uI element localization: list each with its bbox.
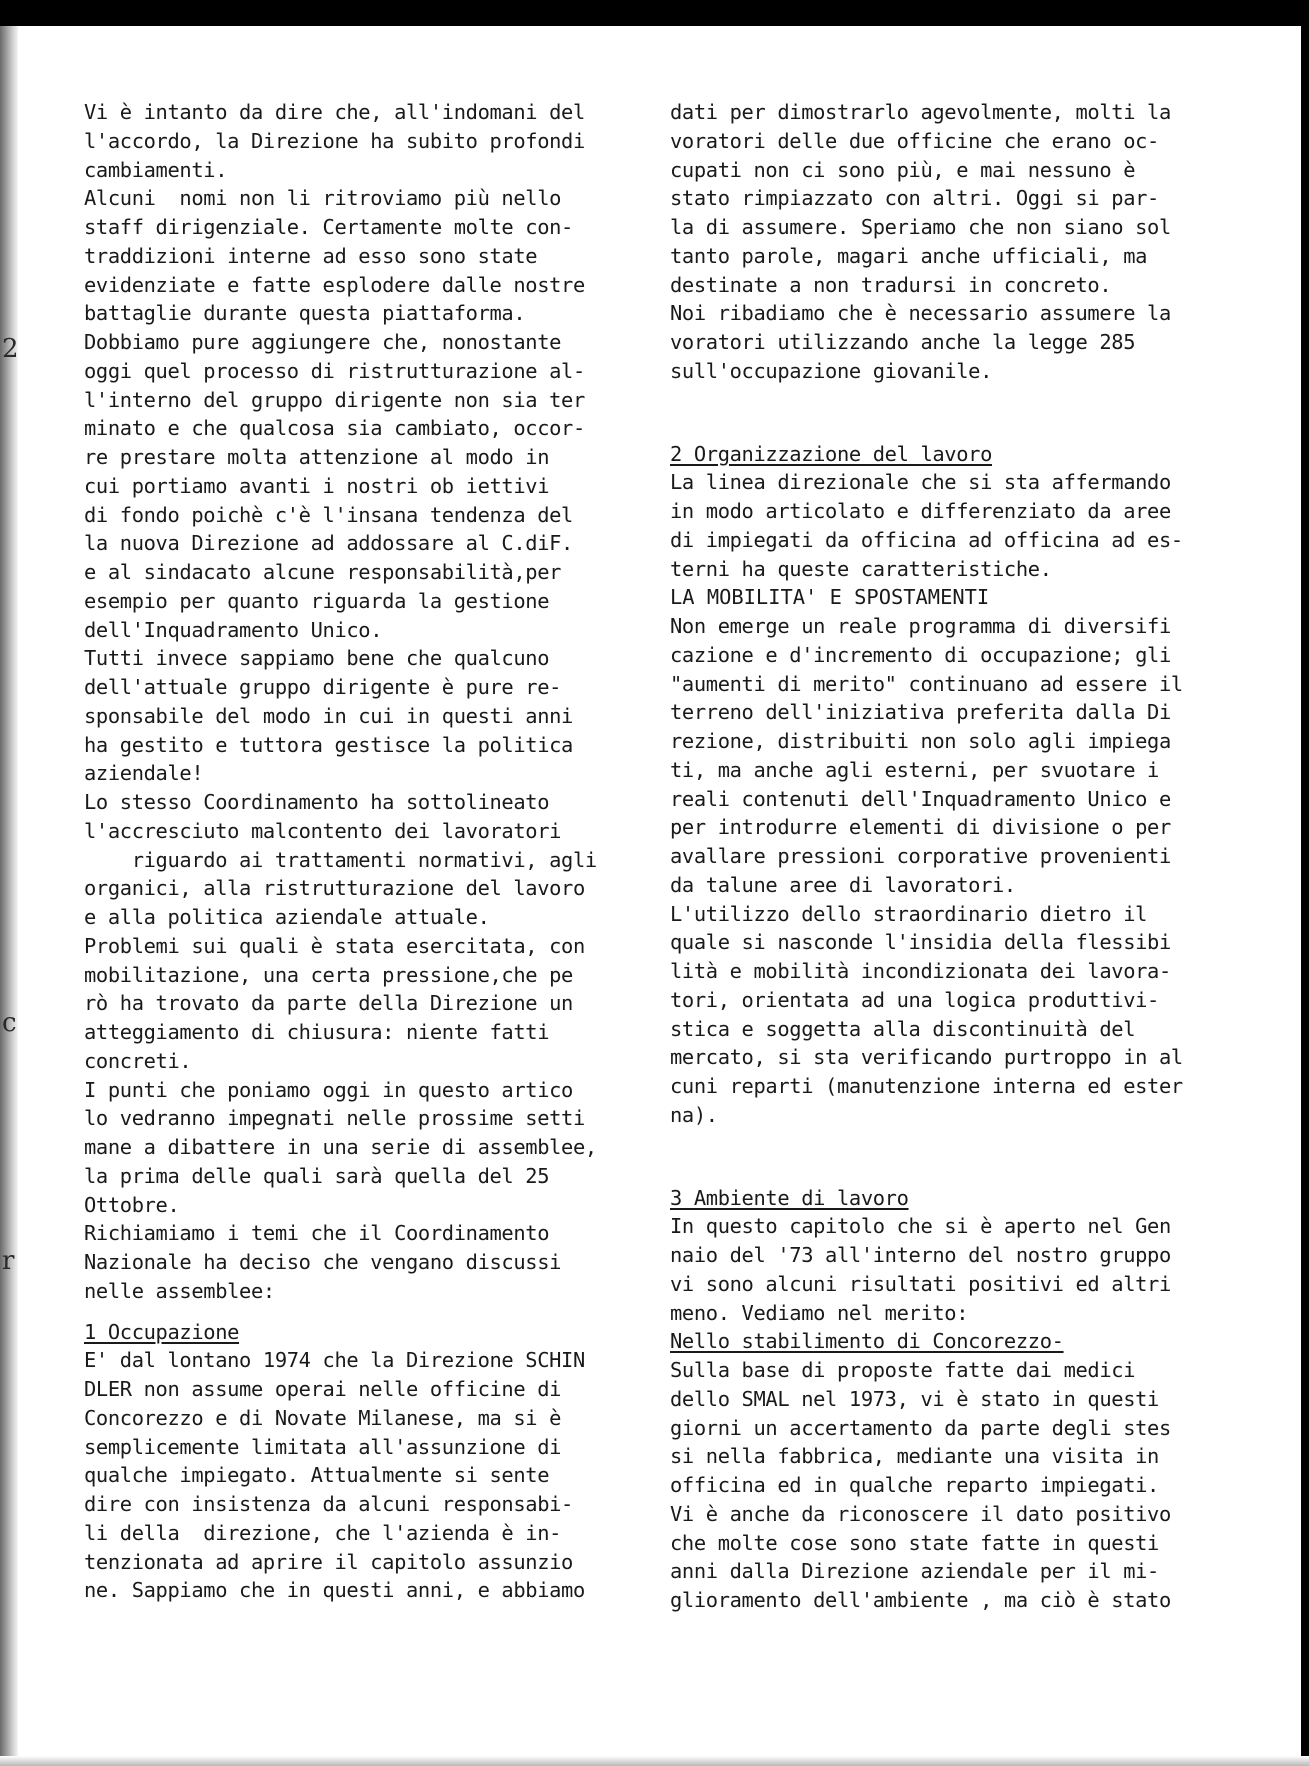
section-heading: 2 Organizzazione del lavoro <box>670 441 993 466</box>
text-line: Vi è intanto da dire che, all'indomani del <box>84 100 585 124</box>
text-line: tenzionata ad aprire il capitolo assunzio <box>84 1549 573 1574</box>
text-line: minato e che qualcosa sia cambiato, occor- <box>84 416 585 441</box>
text-line: atteggiamento di chiusura: niente fatti <box>84 1020 550 1044</box>
text-line: I punti che poniamo oggi in questo artico <box>84 1077 573 1102</box>
text-line: di impiegati da officina ad officina ad es- <box>670 527 1183 552</box>
text-line: di fondo poichè c'è l'insana tendenza del <box>84 502 573 527</box>
text-line: E' dal lontano 1974 che la Direzione SCHIN <box>84 1348 585 1373</box>
scan-bottom-edge <box>0 1756 1309 1766</box>
text-line: voratori utilizzando anche la legge 285 <box>670 330 1136 354</box>
text-line: quale si nasconde l'insidia della flessibi <box>670 930 1171 955</box>
text-line: reali contenuti dell'Inquadramento Unico e <box>670 786 1171 811</box>
text-line: cuni reparti (manutenzione interna ed ester <box>670 1074 1183 1098</box>
paragraph-gap <box>670 386 1230 440</box>
text-line: naio del '73 all'interno del nostro gruppo <box>670 1243 1171 1267</box>
text-line: destinate a non tradursi in concreto. <box>670 272 1112 297</box>
text-line: l'interno del gruppo dirigente non sia ter <box>84 387 585 412</box>
text-line: tanto parole, magari anche ufficiali, ma <box>670 243 1148 268</box>
text-line: Vi è anche da riconoscere il dato positivo <box>670 1501 1171 1526</box>
text-line: in modo articolato e differenziato da aree <box>670 499 1171 523</box>
text-line: mane a dibattere in una serie di assemblee, <box>84 1135 597 1159</box>
text-line: lo vedranno impegnati nelle prossime setti <box>84 1106 585 1131</box>
text-line: cazione e d'incremento di occupazione; gli <box>670 642 1171 667</box>
text-line: cupati non ci sono più, e mai nessuno è <box>670 157 1136 182</box>
text-line: dell'attuale gruppo dirigente è pure re- <box>84 675 562 699</box>
text-line: Lo stesso Coordinamento ha sottolineato <box>84 790 550 814</box>
text-line: concreti. <box>84 1048 192 1073</box>
text-line: e al sindacato alcune responsabilità,per <box>84 560 562 584</box>
left-text-column <box>84 98 644 1605</box>
text-line: In questo capitolo che si è aperto nel Gen <box>670 1214 1171 1239</box>
text-line: glioramento dell'ambiente , ma ciò è stato <box>670 1588 1171 1612</box>
text-line: battaglie durante questa piattaforma. <box>84 301 526 326</box>
edge-mark: c <box>2 1008 17 1038</box>
text-line: evidenziate e fatte esplodere dalle nostre <box>84 272 585 297</box>
text-line: Ottobre. <box>84 1192 180 1217</box>
text-line: La linea direzionale che si sta affermando <box>670 470 1171 495</box>
paragraph-gap <box>84 1306 644 1318</box>
text-line: rezione, distribuiti non solo agli impiega <box>670 729 1171 753</box>
scan-right-edge <box>1301 0 1309 1766</box>
text-line: da talune aree di lavoratori. <box>670 872 1016 897</box>
text-line: voratori delle due officine che erano oc- <box>670 128 1159 153</box>
text-line: oggi quel processo di ristrutturazione al- <box>84 358 585 383</box>
text-line: l'accordo, la Direzione ha subito profondi <box>84 128 585 153</box>
text-line: Noi ribadiamo che è necessario assumere la <box>670 301 1171 326</box>
text-line: rò ha trovato da parte della Direzione un <box>84 991 573 1016</box>
section-heading: 3 Ambiente di lavoro <box>670 1185 909 1210</box>
section-heading: Nello stabilimento di Concorezzo- <box>670 1329 1064 1354</box>
text-line: e alla politica aziendale attuale. <box>84 905 490 929</box>
text-line: dati per dimostrarlo agevolmente, molti la <box>670 100 1171 124</box>
text-line: nelle assemblee: <box>84 1278 275 1303</box>
text-line: che molte cose sono state fatte in questi <box>670 1530 1159 1555</box>
text-line: li della direzione, che l'azienda è in- <box>84 1520 562 1545</box>
text-line: sponsabile del modo in cui in questi anni <box>84 703 573 728</box>
edge-mark: 2 <box>2 334 19 364</box>
text-line: esempio per quanto riguarda la gestione <box>84 588 550 613</box>
text-line: Non emerge un reale programma di diversifi <box>670 614 1171 638</box>
text-line: officina ed in qualche reparto impiegati. <box>670 1473 1159 1497</box>
text-line: sull'occupazione giovanile. <box>670 358 993 383</box>
text-line: "aumenti di merito" continuano ad essere il <box>670 671 1183 696</box>
text-line: traddizioni interne ad esso sono state <box>84 243 538 268</box>
text-line: stica e soggetta alla discontinuità del <box>670 1016 1136 1041</box>
text-line: cambiamenti. <box>84 157 228 182</box>
text-line: giorni un accertamento da parte degli stes <box>670 1415 1171 1440</box>
text-line: na). <box>670 1102 718 1127</box>
text-line: mercato, si sta verificando purtroppo in al <box>670 1045 1183 1070</box>
text-line: terreno dell'iniziativa preferita dalla Di <box>670 700 1171 725</box>
text-line: l'accresciuto malcontento dei lavoratori <box>84 818 562 843</box>
text-line: ha gestito e tuttora gestisce la politica <box>84 732 573 757</box>
paragraph-gap <box>670 1130 1230 1184</box>
text-line: Dobbiamo pure aggiungere che, nonostante <box>84 330 562 354</box>
text-line: Tutti invece sappiamo bene che qualcuno <box>84 646 550 671</box>
text-line: Concorezzo e di Novate Milanese, ma si è <box>84 1405 562 1430</box>
text-line: qualche impiegato. Attualmente si sente <box>84 1463 550 1488</box>
text-line: la prima delle quali sarà quella del 25 <box>84 1163 550 1188</box>
text-line: lità e mobilità incondizionata dei lavora- <box>670 959 1171 983</box>
text-line: aziendale! <box>84 761 204 786</box>
text-line: stato rimpiazzato con altri. Oggi si par- <box>670 186 1159 211</box>
text-line: mobilitazione, una certa pressione,che pe <box>84 962 573 987</box>
text-line: Nazionale ha deciso che vengano discussi <box>84 1250 562 1274</box>
text-line: semplicemente limitata all'assunzione di <box>84 1434 562 1459</box>
text-line: la nuova Direzione ad addossare al C.diF. <box>84 531 573 556</box>
text-line: ti, ma anche agli esterni, per svuotare i <box>670 757 1159 782</box>
text-line: dello SMAL nel 1973, vi è stato in questi <box>670 1386 1159 1411</box>
scan-top-edge <box>0 0 1309 26</box>
text-line: tori, orientata ad una logica produttivi- <box>670 987 1159 1012</box>
text-line: L'utilizzo dello straordinario dietro il <box>670 901 1148 926</box>
text-line: vi sono alcuni risultati positivi ed altri <box>670 1271 1171 1296</box>
text-line: avallare pressioni corporative provenienti <box>670 844 1171 868</box>
text-line: riguardo ai trattamenti normativi, agli <box>84 847 597 872</box>
text-line: DLER non assume operai nelle officine di <box>84 1377 562 1401</box>
section-heading: 1 Occupazione <box>84 1319 240 1344</box>
text-line: cui portiamo avanti i nostri ob iettivi <box>84 473 550 498</box>
text-line: la di assumere. Speriamo che non siano sol <box>670 215 1171 239</box>
text-line: meno. Vediamo nel merito: <box>670 1300 969 1325</box>
text-line: Problemi sui quali è stata esercitata, con <box>84 933 585 958</box>
text-line: ne. Sappiamo che in questi anni, e abbiamo <box>84 1578 585 1603</box>
text-line: LA MOBILITA' E SPOSTAMENTI <box>670 585 990 610</box>
edge-mark: r <box>2 1246 15 1276</box>
text-line: Richiamiamo i temi che il Coordinamento <box>84 1221 550 1246</box>
text-line: dire con insistenza da alcuni responsabi- <box>84 1492 573 1516</box>
text-line: Sulla base di proposte fatte dai medici <box>670 1358 1136 1382</box>
text-line: dell'Inquadramento Unico. <box>84 617 383 642</box>
text-line: re prestare molta attenzione al modo in <box>84 445 550 469</box>
scan-left-edge <box>0 0 18 1766</box>
text-line: Alcuni nomi non li ritroviamo più nello <box>84 186 562 211</box>
text-line: organici, alla ristrutturazione del lavoro <box>84 876 585 901</box>
right-text-column <box>670 98 1230 1615</box>
text-line: si nella fabbrica, mediante una visita in <box>670 1444 1159 1469</box>
text-line: anni dalla Direzione aziendale per il mi- <box>670 1559 1159 1584</box>
text-line: per introdurre elementi di divisione o per <box>670 815 1171 840</box>
text-line: terni ha queste caratteristiche. <box>670 556 1052 581</box>
text-line: staff dirigenziale. Certamente molte con- <box>84 215 573 239</box>
